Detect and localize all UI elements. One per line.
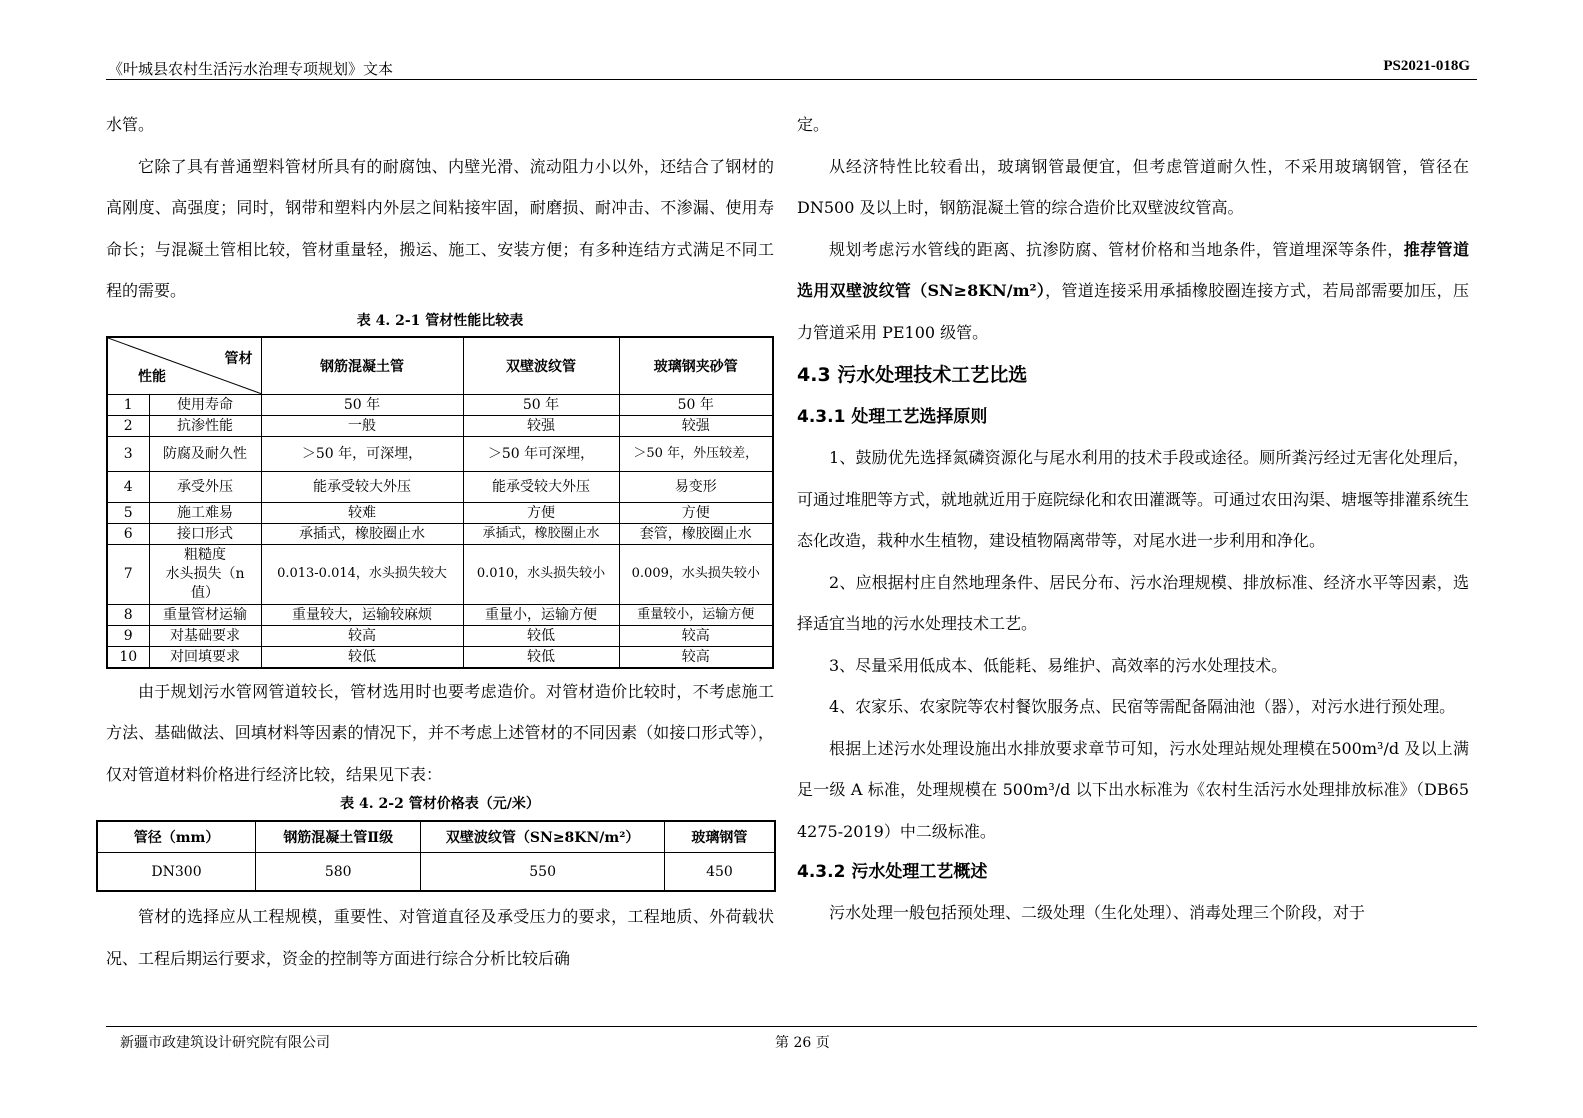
table-cell: 450 [664,853,775,892]
page-number: 第 26 页 [775,1035,830,1051]
table-cell: 较高 [619,646,773,668]
table-cell: ＞50 年，外压较差， [619,436,773,471]
row-item: 接口形式 [149,523,261,544]
table-cell: 550 [421,853,664,892]
table-cell: 较高 [619,625,773,646]
table-row [107,471,773,502]
row-item: 抗渗性能 [149,415,261,436]
table-caption: 表 4. 2-1 管材性能比较表 [356,312,524,329]
table-row [107,502,773,523]
paragraph: 污水处理一般包括预处理、二级处理（生化处理）、消毒处理三个阶段，对于 [829,903,1366,922]
table-header-row [107,337,773,395]
list-item: 3、尽量采用低成本、低能耗、易维护、高效率的污水处理技术。 [829,655,1288,675]
row-item: 防腐及耐久性 [149,436,261,471]
paragraph [797,229,1469,354]
table-cell: 较难 [261,502,463,523]
row-item [149,544,261,604]
row-item-line: 粗糙度 [184,546,226,563]
table-cell: 580 [256,853,421,892]
row-number: 1 [107,394,149,415]
row-number: 5 [107,502,149,523]
row-item: 重量管材运输 [149,604,261,625]
table-cell: 较强 [463,415,619,436]
table-cell: 重量较大，运输较麻烦 [261,604,463,625]
paragraph: 由于规划污水管网管道较长，管材选用时也要考虑造价。对管材造价比较时，不考虑施工方法、基础做法、回填材料等因素的情况下，并不考虑上述管材的不同因素（如接口形式等），仅对管道材料价格进行经济比较，结果见下表： [106,681,774,784]
column-header: 玻璃钢管 [664,821,775,853]
table-caption: 表 4. 2-2 管材价格表（元/米） [340,796,540,812]
table-cell: 较强 [619,415,773,436]
header-title: 《叶城县农村生活污水治理专项规划》文本 [108,60,394,78]
paragraph: 定。 [797,115,830,134]
row-number: 10 [107,646,149,668]
table-cell: 承插式，橡胶圈止水 [463,523,619,544]
recommendation-text: 推荐管道选用双壁波纹管（SN≥8KN/m²） [797,239,1469,300]
footer-company: 新疆市政建筑设计研究院有限公司 [120,1035,330,1051]
row-item: 使用寿命 [149,394,261,415]
table-cell: 50 年 [261,394,463,415]
table-row [97,853,775,892]
row-number: 9 [107,625,149,646]
table-row [107,523,773,544]
header-corner-performance: 性能 [138,368,166,385]
table-cell: ＞50 年，可深埋， [261,436,463,471]
table-row [107,394,773,415]
table-cell: 较高 [261,625,463,646]
paragraph: 管材的选择应从工程规模，重要性、对管道直径及承受压力的要求，工程地质、外荷载状况、工程后期运行要求，资金的控制等方面进行综合分析比较后确 [106,907,774,968]
table-cell: 0.009，水头损失较小 [619,544,773,604]
footer-rule [106,1026,1477,1027]
table-cell: 能承受较大外压 [261,471,463,502]
table-cell: 一般 [261,415,463,436]
table-row [107,625,773,646]
section-heading: 4.3 污水处理技术工艺比选 [797,364,1028,386]
header-corner-material: 管材 [224,350,253,367]
pipe-price-table [96,820,776,892]
row-number: 8 [107,604,149,625]
column-header: 玻璃钢夹砂管 [619,337,773,395]
table-cell: 重量小，运输方便 [463,604,619,625]
row-item: 施工难易 [149,502,261,523]
paragraph: 水管。 [106,115,155,134]
column-header: 管径（mm） [97,821,256,853]
table-cell: 50 年 [619,394,773,415]
paragraph: 从经济特性比较看出，玻璃钢管最便宜，但考虑管道耐久性，不采用玻璃钢管，管径在 DN500 及以上时，钢筋混凝土管的综合造价比双壁波纹管高。 [797,156,1469,217]
table-cell: 承插式，橡胶圈止水 [261,523,463,544]
table-cell: 0.013-0.014，水头损失较大 [261,544,463,604]
header-rule [106,79,1477,80]
list-item: 1、鼓励优先选择氮磷资源化与尾水利用的技术手段或途径。厕所粪污经过无害化处理后，可通过堆肥等方式，就地就近用于庭院绿化和农田灌溉等。可通过农田沟渠、塘堰等排灌系统生态化改造，栽种水生植物，建设植物隔离带等，对尾水进一步利用和净化。 [797,448,1470,550]
table-row [107,544,773,604]
list-item: 2、应根据村庄自然地理条件、居民分布、污水治理规模、排放标准、经济水平等因素，选择适宜当地的污水处理技术工艺。 [797,572,1469,633]
table-cell: 较低 [463,625,619,646]
table-cell: 能承受较大外压 [463,471,619,502]
table-cell: 0.010，水头损失较小 [463,544,619,604]
list-item: 4、农家乐、农家院等农村餐饮服务点、民宿等需配备隔油池（器），对污水进行预处理。 [829,697,1456,716]
table-cell: 较低 [463,646,619,668]
table-cell: 较低 [261,646,463,668]
paragraph-text: ，管道连接采用承插橡胶圈连接方式，若局部需要加压，压力管道采用 PE100 级管。 [797,281,1469,342]
table-row [107,646,773,668]
table-cell: 方便 [463,502,619,523]
row-item-line: 值） [191,584,219,601]
row-number: 3 [107,436,149,471]
right-column [797,104,1469,934]
left-column [106,104,774,979]
table-cell: 方便 [619,502,773,523]
table-cell: 易变形 [619,471,773,502]
row-item: 承受外压 [149,471,261,502]
row-item: 对回填要求 [149,646,261,668]
table-cell: 重量较小，运输方便 [619,604,773,625]
table-row [107,436,773,471]
column-header: 双壁波纹管（SN≥8KN/m²） [421,821,664,853]
paragraph: 根据上述污水处理设施出水排放要求章节可知，污水处理站规处理模在500m³/d 及以上满足一级 A 标准，处理规模在 500m³/d 以下出水标准为《农村生活污水处理排放标准》（DB65 4275-2019）中二级标准。 [797,738,1469,841]
table-cell: ＞50 年可深埋， [463,436,619,471]
column-header: 钢筋混凝土管Ⅱ级 [256,821,421,853]
row-item: 对基础要求 [149,625,261,646]
table-header-row [97,821,775,853]
row-number: 6 [107,523,149,544]
table-row [107,415,773,436]
row-number: 2 [107,415,149,436]
row-item-line: 水头损失（n [165,565,245,582]
subsection-heading: 4.3.2 污水处理工艺概述 [797,862,988,882]
column-header: 双壁波纹管 [463,337,619,395]
column-header: 钢筋混凝土管 [261,337,463,395]
row-number: 7 [107,544,149,604]
subsection-heading: 4.3.1 处理工艺选择原则 [797,407,988,427]
row-number: 4 [107,471,149,502]
document-code: PS2021-018G [1383,58,1470,74]
pipe-performance-table [106,336,774,669]
paragraph-text: 规划考虑污水管线的距离、抗渗防腐、管材价格和当地条件，管道埋深等条件， [829,239,1404,259]
paragraph: 它除了具有普通塑料管材所具有的耐腐蚀、内壁光滑、流动阻力小以外，还结合了钢材的高刚度、高强度；同时，钢带和塑料内外层之间粘接牢固，耐磨损、耐冲击、不渗漏、使用寿命长；与混凝土管相比较，管材重量轻，搬运、施工、安装方便；有多种连结方式满足不同工程的需要。 [106,156,774,300]
table-cell: 50 年 [463,394,619,415]
table-cell: DN300 [97,853,256,892]
table-cell: 套管，橡胶圈止水 [619,523,773,544]
table-row [107,604,773,625]
diagonal-header-cell [107,337,261,395]
